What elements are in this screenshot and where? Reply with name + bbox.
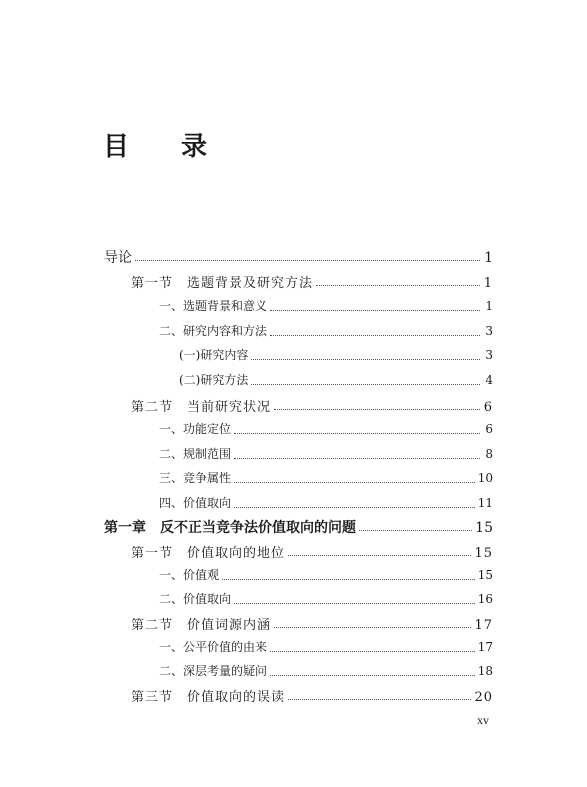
toc-page-number: 4 bbox=[485, 373, 493, 387]
toc-label: 第二节 价值词源内涵 bbox=[131, 618, 272, 633]
dot-leader bbox=[316, 284, 480, 286]
toc-page-number: 6 bbox=[485, 422, 493, 436]
dot-leader bbox=[251, 358, 480, 360]
toc-page-number: 17 bbox=[477, 640, 493, 654]
toc-label: (二)研究方法 bbox=[179, 373, 249, 387]
page-title bbox=[103, 126, 207, 163]
toc-page-number: 6 bbox=[483, 400, 493, 415]
toc-label: 一、选题背景和意义 bbox=[159, 299, 268, 313]
toc-page-number: 15 bbox=[477, 568, 493, 582]
dot-leader bbox=[234, 602, 475, 604]
toc-label: 第一节 价值取向的地位 bbox=[131, 546, 286, 561]
toc-page-number: 8 bbox=[485, 447, 493, 461]
title-char-2: 录 bbox=[181, 132, 208, 162]
toc-entry-subsection[interactable] bbox=[159, 297, 493, 317]
toc-label: 第一节 选题背景及研究方法 bbox=[131, 276, 314, 291]
toc-entry-section[interactable] bbox=[131, 614, 493, 634]
toc-page-number: 1 bbox=[483, 276, 493, 291]
toc-page-number: 20 bbox=[474, 690, 493, 705]
toc-entry-chapter[interactable] bbox=[104, 517, 493, 537]
dot-leader bbox=[270, 309, 480, 311]
dot-leader bbox=[222, 578, 475, 580]
toc-label: 第一章 反不正当竞争法价值取向的问题 bbox=[104, 520, 356, 536]
toc-label: 第三节 价值取向的误读 bbox=[131, 690, 286, 705]
toc-label: 四、价值取向 bbox=[159, 496, 232, 510]
toc-page-number: 17 bbox=[474, 618, 493, 633]
toc-page-number: 18 bbox=[477, 664, 493, 678]
toc-page-number: 3 bbox=[485, 324, 493, 338]
toc-page-number: 11 bbox=[477, 496, 493, 510]
dot-leader bbox=[270, 650, 475, 652]
toc-label: 导论 bbox=[104, 250, 132, 266]
toc-entry-item[interactable] bbox=[179, 346, 493, 366]
toc-page-number: 1 bbox=[484, 250, 493, 266]
dot-leader bbox=[288, 554, 471, 556]
dot-leader bbox=[274, 408, 480, 410]
toc-label: 二、规制范围 bbox=[159, 447, 232, 461]
toc-page-number: 16 bbox=[477, 592, 493, 606]
toc-entry-subsection[interactable] bbox=[159, 322, 493, 342]
dot-leader bbox=[359, 529, 472, 531]
dot-leader bbox=[135, 259, 480, 261]
toc-entry-item[interactable] bbox=[179, 371, 493, 391]
toc-page-number: 10 bbox=[477, 471, 493, 485]
toc-entry-subsection[interactable] bbox=[159, 420, 493, 440]
toc-page-number: 15 bbox=[474, 546, 493, 561]
toc-entry-section[interactable] bbox=[131, 396, 493, 416]
toc-entry-subsection[interactable] bbox=[159, 638, 493, 658]
toc-page-number: 1 bbox=[485, 299, 493, 313]
toc-label: 三、竞争属性 bbox=[159, 471, 232, 485]
toc-entry-section[interactable] bbox=[131, 272, 493, 292]
dot-leader bbox=[234, 432, 480, 434]
dot-leader bbox=[270, 334, 480, 336]
toc-label: 一、价值观 bbox=[159, 568, 220, 582]
toc-label: 一、公平价值的由来 bbox=[159, 640, 268, 654]
title-char-1: 目 bbox=[103, 132, 130, 162]
toc-label: (一)研究内容 bbox=[179, 348, 249, 362]
toc-label: 二、研究内容和方法 bbox=[159, 324, 268, 338]
dot-leader bbox=[288, 698, 471, 700]
dot-leader bbox=[234, 506, 475, 508]
dot-leader bbox=[274, 626, 471, 628]
toc-page-number: 15 bbox=[475, 520, 493, 536]
toc-entry-subsection[interactable] bbox=[159, 662, 493, 682]
toc-label: 二、深层考量的疑问 bbox=[159, 664, 268, 678]
toc-entry-section[interactable] bbox=[131, 686, 493, 706]
toc-label: 二、价值取向 bbox=[159, 592, 232, 606]
toc-entry-subsection[interactable] bbox=[159, 469, 493, 489]
toc-entry-subsection[interactable] bbox=[159, 566, 493, 586]
page-number: xv bbox=[477, 713, 489, 727]
toc-page-number: 3 bbox=[485, 348, 493, 362]
toc-entry-subsection[interactable] bbox=[159, 494, 493, 514]
toc-entry-subsection[interactable] bbox=[159, 445, 493, 465]
toc-entry-intro[interactable] bbox=[104, 247, 493, 267]
toc-label: 第二节 当前研究状况 bbox=[131, 400, 272, 415]
dot-leader bbox=[270, 674, 475, 676]
toc-entry-section[interactable] bbox=[131, 542, 493, 562]
dot-leader bbox=[234, 457, 480, 459]
dot-leader bbox=[234, 481, 475, 483]
dot-leader bbox=[251, 383, 480, 385]
toc-label: 一、功能定位 bbox=[159, 422, 232, 436]
toc-entry-subsection[interactable] bbox=[159, 590, 493, 610]
